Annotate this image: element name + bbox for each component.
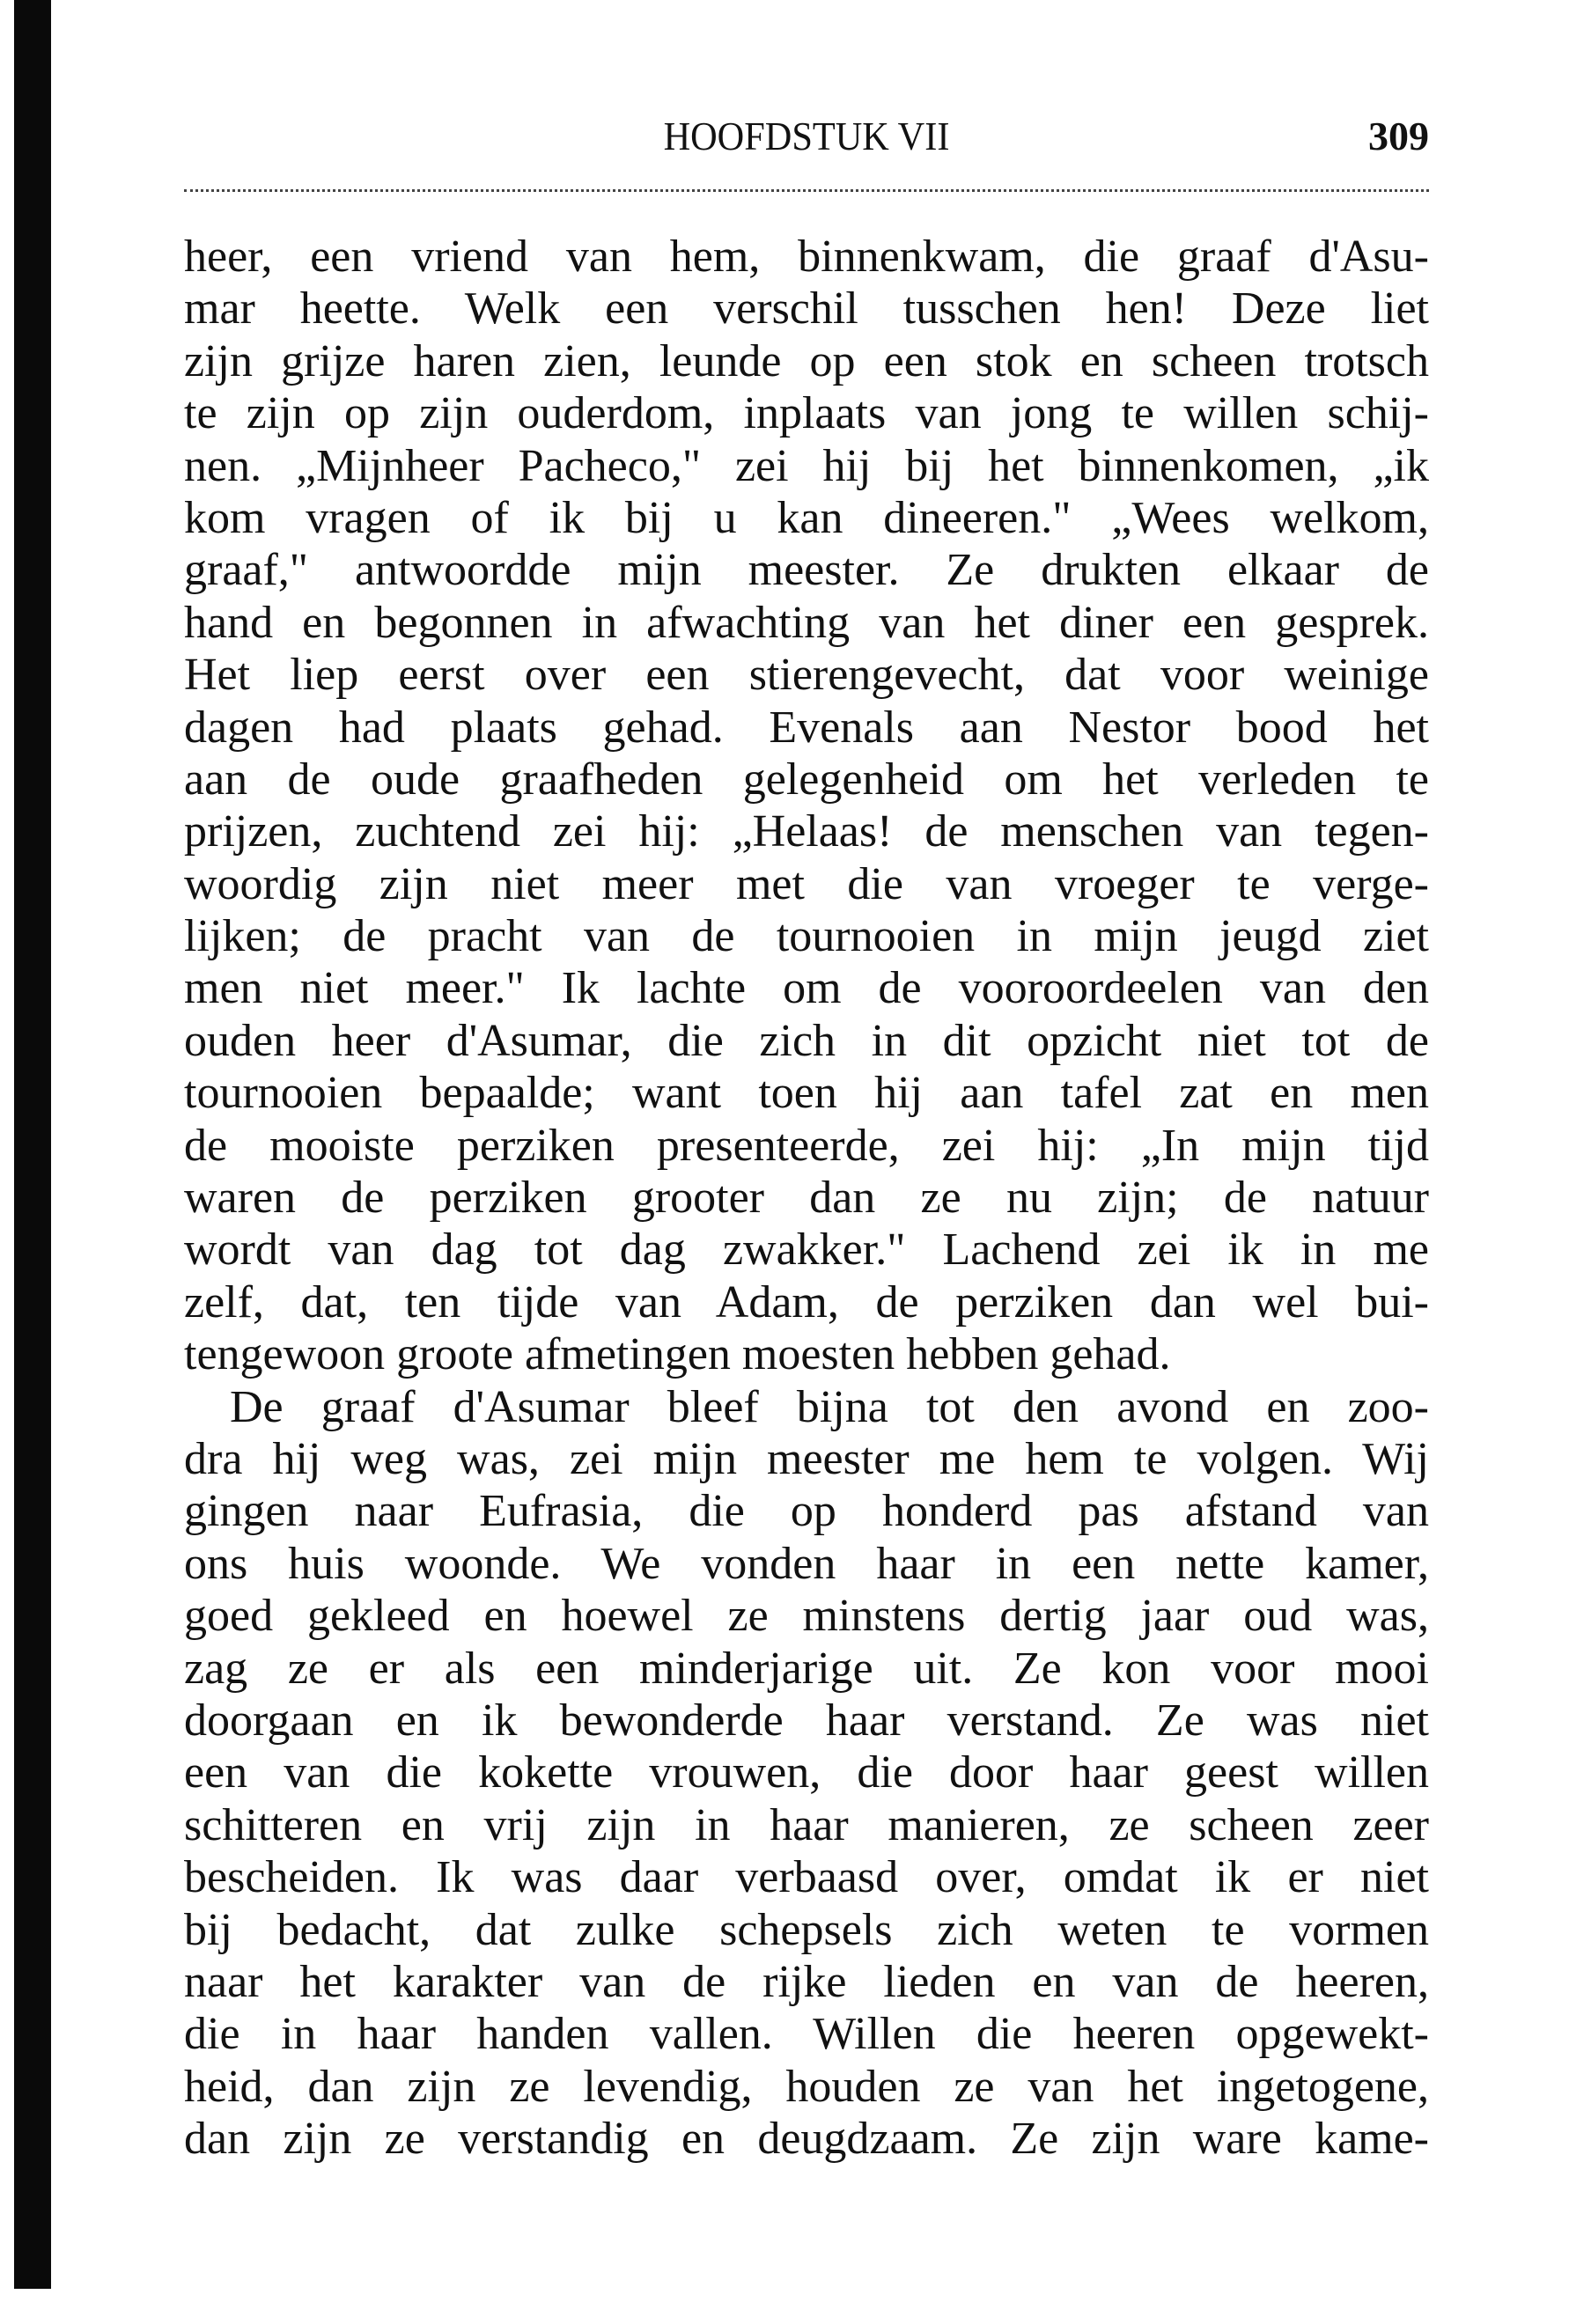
- text-line: naar het karakter van de rijke lieden en van de heeren,: [184, 1956, 1429, 2007]
- text-line: prijzen, zuchtend zei hij: „Helaas! de menschen van tegen-: [184, 806, 1429, 857]
- text-line: tournooien bepaalde; want toen hij aan tafel zat en men: [184, 1068, 1429, 1119]
- text-line: De graaf d'Asumar bleef bijna tot den avond en zoo-: [230, 1381, 1429, 1432]
- text-line: lijken; de pracht van de tournooien in mijn jeugd ziet: [184, 911, 1429, 962]
- chapter-title: HOOFDSTUK VII: [663, 114, 950, 158]
- text-line: ouden heer d'Asumar, die zich in dit opzicht niet tot de: [184, 1015, 1429, 1066]
- text-line: dra hij weg was, zei mijn meester me hem te volgen. Wij: [184, 1433, 1429, 1484]
- text-line: kom vragen of ik bij u kan dineeren." „Wees welkom,: [184, 492, 1429, 543]
- text-line: de mooiste perziken presenteerde, zei hij: „In mijn tijd: [184, 1120, 1429, 1171]
- text-line: Het liep eerst over een stierengevecht, dat voor weinige: [184, 650, 1429, 701]
- text-line: hand en begonnen in afwachting van het diner een gesprek.: [184, 597, 1429, 648]
- page-number: 309: [1368, 114, 1429, 158]
- text-line: te zijn op zijn ouderdom, inplaats van jong te willen schij-: [184, 388, 1429, 439]
- text-line: doorgaan en ik bewonderde haar verstand. Ze was niet: [184, 1695, 1429, 1746]
- body-text: [184, 231, 1429, 2165]
- header-dotted-rule: [184, 189, 1429, 192]
- running-header: [184, 113, 1429, 165]
- text-line: aan de oude graafheden gelegenheid om het verleden te: [184, 754, 1429, 805]
- text-line: dan zijn ze verstandig en deugdzaam. Ze zijn ware kame-: [184, 2114, 1429, 2165]
- text-line: bij bedacht, dat zulke schepsels zich weten te vormen: [184, 1904, 1429, 1955]
- text-line: bescheiden. Ik was daar verbaasd over, omdat ik er niet: [184, 1852, 1429, 1903]
- text-line: gingen naar Eufrasia, die op honderd pas afstand van: [184, 1486, 1429, 1537]
- text-line: schitteren en vrij zijn in haar manieren, ze scheen zeer: [184, 1799, 1429, 1850]
- text-line: graaf," antwoordde mijn meester. Ze drukten elkaar de: [184, 545, 1429, 596]
- text-line: zag ze er als een minderjarige uit. Ze kon voor mooi: [184, 1643, 1429, 1694]
- text-line: tengewoon groote afmetingen moesten hebben gehad.: [184, 1329, 1171, 1380]
- text-line: zelf, dat, ten tijde van Adam, de perziken dan wel bui-: [184, 1276, 1429, 1327]
- text-line: woordig zijn niet meer met die van vroeger te verge-: [184, 858, 1429, 909]
- text-line: goed gekleed en hoewel ze minstens dertig jaar oud was,: [184, 1591, 1429, 1642]
- text-line: men niet meer." Ik lachte om de vooroordeelen van den: [184, 963, 1429, 1014]
- text-line: ons huis woonde. We vonden haar in een nette kamer,: [184, 1538, 1429, 1589]
- text-line: een van die kokette vrouwen, die door haar geest willen: [184, 1747, 1429, 1798]
- text-line: nen. „Mijnheer Pacheco," zei hij bij het binnenkomen, „ik: [184, 440, 1429, 491]
- text-line: die in haar handen vallen. Willen die heeren opgewekt-: [184, 2009, 1429, 2060]
- text-line: waren de perziken grooter dan ze nu zijn; de natuur: [184, 1173, 1429, 1224]
- text-line: zijn grijze haren zien, leunde op een stok en scheen trotsch: [184, 335, 1429, 386]
- text-line: dagen had plaats gehad. Evenals aan Nestor bood het: [184, 702, 1429, 753]
- text-line: wordt van dag tot dag zwakker." Lachend zei ik in me: [184, 1225, 1429, 1276]
- text-line: mar heette. Welk een verschil tusschen hen! Deze liet: [184, 283, 1429, 335]
- text-line: heid, dan zijn ze levendig, houden ze van het ingetogene,: [184, 2061, 1429, 2112]
- text-line: heer, een vriend van hem, binnenkwam, die graaf d'Asu-: [184, 232, 1429, 282]
- scan-binding-edge: [14, 0, 51, 2289]
